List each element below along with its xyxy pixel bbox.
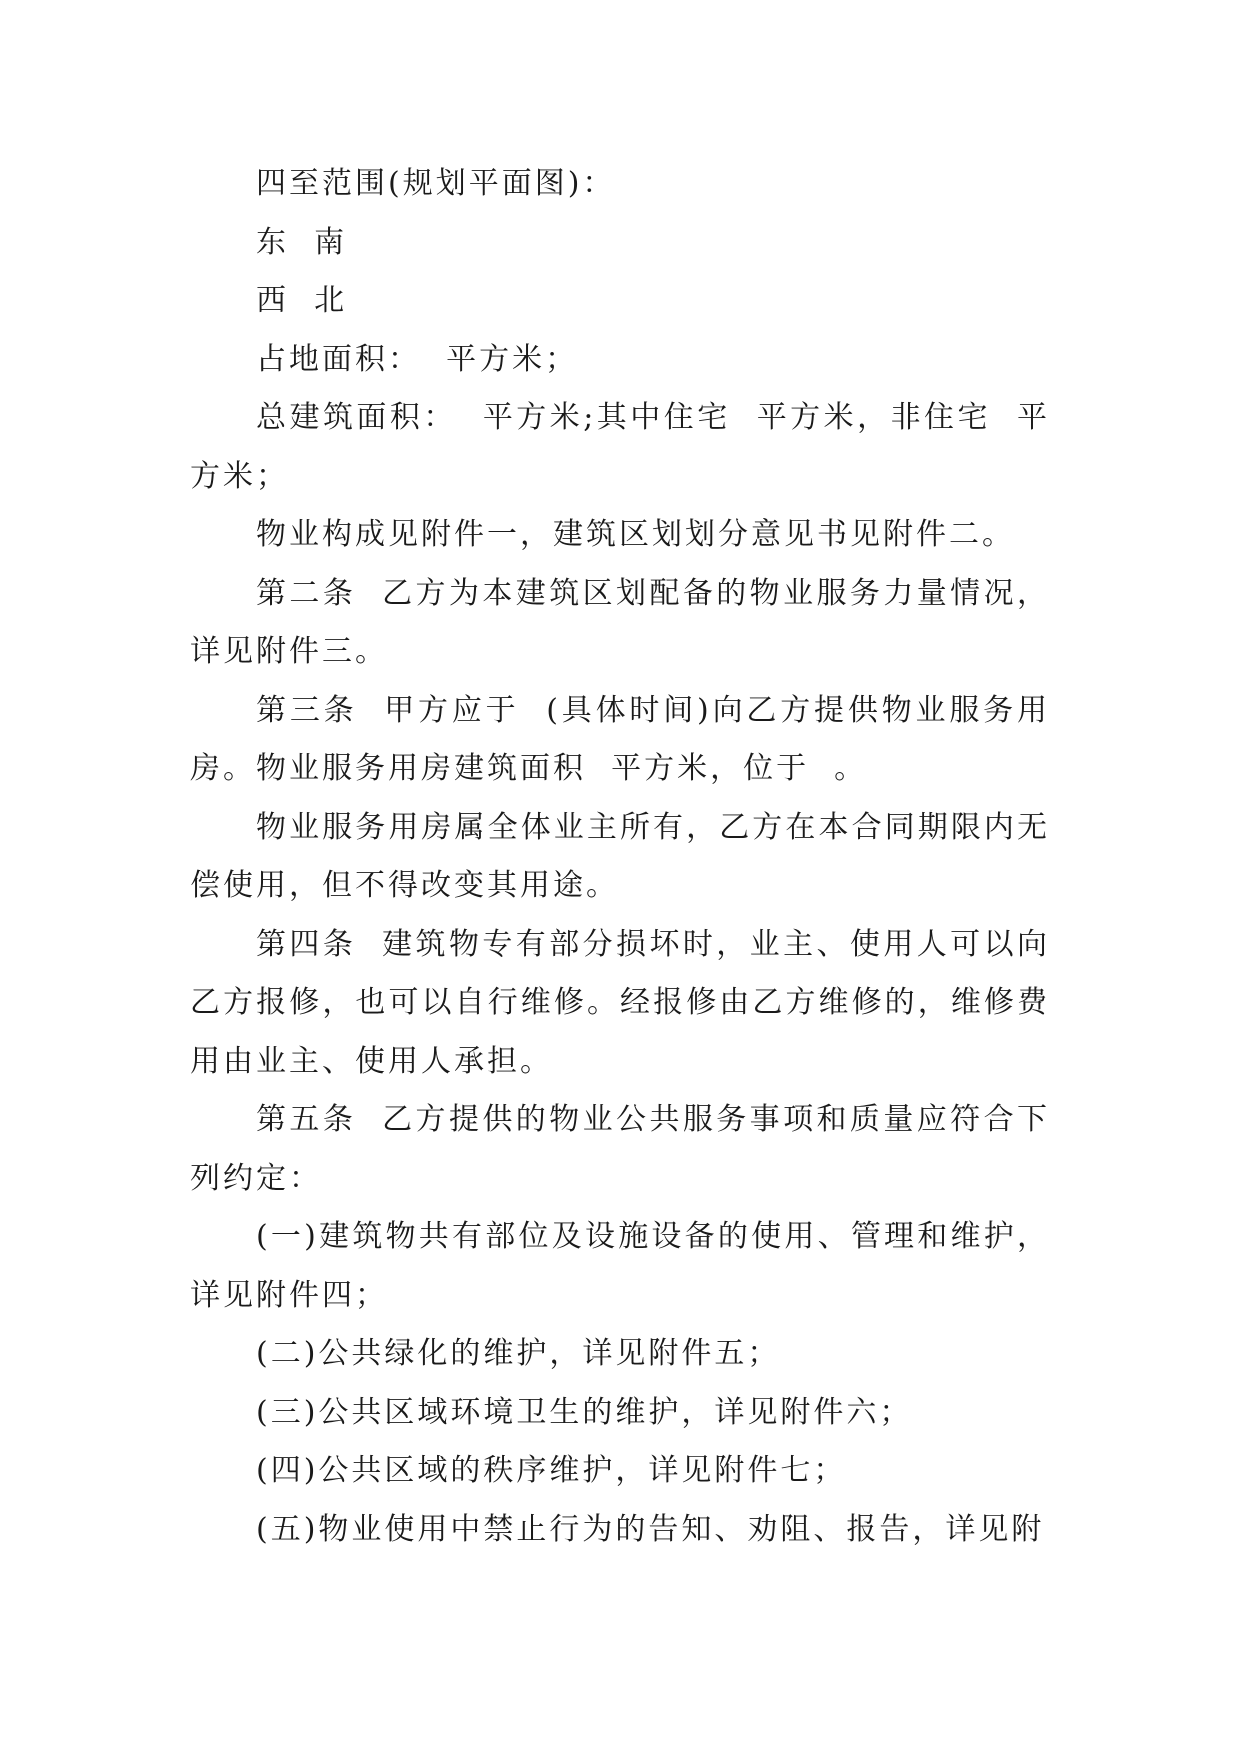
paragraph-item-3: (三)公共区域环境卫生的维护，详见附件六； [256,1394,913,1430]
paragraph-item-2: (二)公共绿化的维护，详见附件五； [256,1336,781,1371]
paragraph-total-building-area: 总建筑面积： 平方米;其中住宅 平方米，非住宅 平方米； [190,400,1050,494]
paragraph-item-4: (四)公共区域的秩序维护，详见附件七； [256,1453,847,1488]
paragraph-item-5: (五)物业使用中禁止行为的告知、劝阻、报告，详见附 [256,1511,1045,1547]
paragraph-item-1: (一)建筑物共有部位及设施设备的使用、管理和维护，详见附件四； [190,1219,1050,1313]
paragraph-east-south: 东 南 [256,224,348,260]
paragraph-article-2: 第二条 乙方为本建筑区划配备的物业服务力量情况，详见附件三。 [190,575,1050,669]
paragraph-article-3: 第三条 甲方应于 (具体时间)向乙方提供物业服务用房。物业服务用房建筑面积 平方米，位于 。 [190,692,1050,786]
paragraph-west-north: 西 北 [256,283,348,318]
paragraph-service-room-ownership: 物业服务用房属全体业主所有，乙方在本合同期限内无偿使用，但不得改变其用途。 [190,809,1050,903]
paragraph-property-composition: 物业构成见附件一，建筑区划划分意见书见附件二。 [256,517,1015,552]
paragraph-article-4: 第四条 建筑物专有部分损坏时，业主、使用人可以向乙方报修，也可以自行维修。经报修由乙方维修的，维修费用由业主、使用人承担。 [190,926,1050,1079]
paragraph-boundary-heading: 四至范围(规划平面图)： [256,166,616,201]
paragraph-article-5: 第五条 乙方提供的物业公共服务事项和质量应符合下列约定： [190,1102,1050,1196]
document-body [190,155,1050,1559]
paragraph-land-area: 占地面积： 平方米； [256,341,579,377]
